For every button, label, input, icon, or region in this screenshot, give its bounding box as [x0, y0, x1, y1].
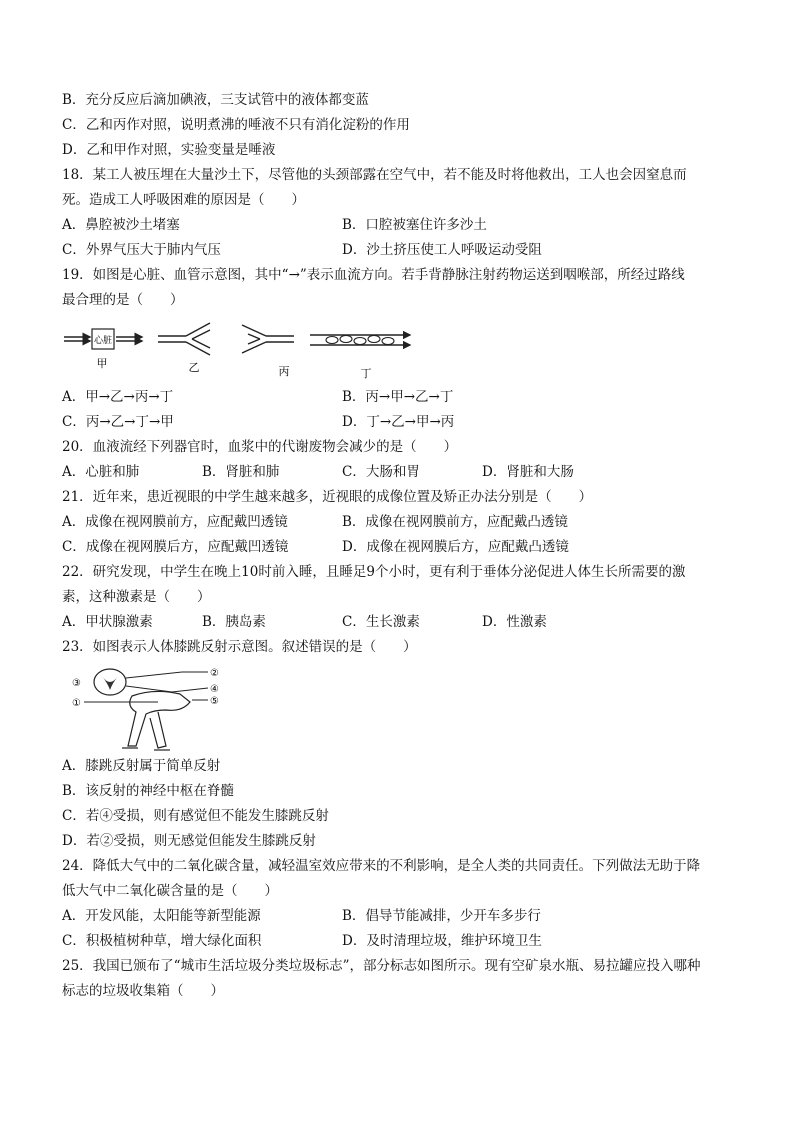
q19-option-c[interactable]: C．丙→乙→丁→甲: [62, 414, 174, 430]
q22-stem-line2: 素，这种激素是（ ）: [62, 589, 211, 605]
q18-stem-line1: 18．某工人被压埋在大量沙土下，尽管他的头颈部露在空气中，若不能及时将他救出，工人也会因窒息而: [62, 167, 687, 183]
q20-options-row: [62, 460, 734, 485]
q25-stem-line1: 25．我国已颁布了“城市生活垃圾分类垃圾标志”，部分标志如图所示。现有空矿泉水瓶、易拉罐应投入哪种: [62, 958, 701, 974]
q18-stem-line2: 死。造成工人呼吸困难的原因是（ ）: [62, 192, 305, 208]
q20-option-b[interactable]: B．肾脏和肺: [202, 464, 280, 480]
label-ding: 丁: [360, 367, 372, 380]
exam-page: [62, 88, 734, 1004]
q19-options-row2: [62, 410, 734, 435]
q19-option-a[interactable]: A．甲→乙→丙→丁: [62, 389, 174, 405]
q23-option-c[interactable]: C．若④受损，则有感觉但不能发生膝跳反射: [62, 808, 329, 824]
q21-option-b[interactable]: B．成像在视网膜前方，应配戴凸透镜: [342, 514, 568, 530]
q25-stem-line2: 标志的垃圾收集箱（ ）: [62, 983, 224, 999]
q19-stem-line2: 最合理的是（ ）: [62, 292, 184, 308]
q24-option-b[interactable]: B．倡导节能减排，少开车多步行: [342, 908, 541, 924]
knee-reflex-figure: [62, 662, 734, 754]
q18-option-a[interactable]: A．鼻腔被沙土堵塞: [62, 217, 180, 233]
leg-outline: [122, 691, 190, 750]
spinal-cord: [94, 669, 126, 695]
q20-stem: 20．血液流经下列器官时，血浆中的代谢废物会减少的是（ ）: [62, 439, 458, 455]
label-2: ②: [210, 668, 219, 679]
q22-options-row: [62, 610, 734, 635]
vessel-bing: [242, 325, 294, 378]
q23-option-a[interactable]: A．膝跳反射属于简单反射: [62, 758, 221, 774]
q19-stem-line1: 19．如图是心脏、血管示意图，其中“→”表示血流方向。若手背静脉注射药物运送到咽喉部，所经过路线: [62, 267, 685, 283]
q22-option-c[interactable]: C．生长激素: [342, 614, 420, 630]
label-3: ③: [72, 678, 81, 689]
option-b-prev: B．充分反应后滴加碘液，三支试管中的液体都变蓝: [62, 92, 369, 108]
label-jia: 甲: [96, 357, 108, 370]
q22-option-a[interactable]: A．甲状腺激素: [62, 614, 153, 630]
q18-option-b[interactable]: B．口腔被塞住许多沙土: [342, 217, 487, 233]
q24-option-c[interactable]: C．积极植树种草，增大绿化面积: [62, 933, 262, 949]
label-1: ①: [72, 698, 81, 709]
q21-options-row1: [62, 510, 734, 535]
label-5: ⑤: [210, 696, 219, 707]
q22-option-d[interactable]: D．性激素: [482, 614, 547, 630]
q20-option-d[interactable]: D．肾脏和大肠: [482, 464, 574, 480]
q21-options-row2: [62, 535, 734, 560]
q24-options-row2: [62, 929, 734, 954]
knee-reflex-diagram: [62, 662, 242, 754]
label-bing: 丙: [278, 365, 290, 378]
label-yi: 乙: [188, 361, 200, 374]
q20-option-c[interactable]: C．大肠和胃: [342, 464, 420, 480]
vessel-ding: [310, 335, 410, 380]
q19-option-b[interactable]: B．丙→甲→乙→丁: [342, 389, 454, 405]
q24-stem-line2: 低大气中二氧化碳含量的是（ ）: [62, 883, 278, 899]
q24-option-a[interactable]: A．开发风能，太阳能等新型能源: [62, 908, 261, 924]
heart-jia: [64, 329, 142, 370]
heart-vessel-figure: [62, 317, 734, 385]
option-c-prev: C．乙和丙作对照，说明煮沸的唾液不只有消化淀粉的作用: [62, 117, 410, 133]
q24-stem-line1: 24．降低大气中的二氧化碳含量，减轻温室效应带来的不利影响，是全人类的共同责任。下列做法无助于降: [62, 858, 701, 874]
q18-options-row1: [62, 213, 734, 238]
q22-option-b[interactable]: B．胰岛素: [202, 614, 266, 630]
q22-stem-line1: 22．研究发现，中学生在晚上10时前入睡，且睡足9个小时，更有利于垂体分泌促进人体生长所需要的激: [62, 564, 686, 580]
heart-vessel-diagram: [62, 317, 422, 385]
q21-option-a[interactable]: A．成像在视网膜前方，应配戴凹透镜: [62, 514, 288, 530]
q18-option-d[interactable]: D．沙土挤压使工人呼吸运动受阻: [342, 242, 542, 258]
q21-option-c[interactable]: C．成像在视网膜后方，应配戴凹透镜: [62, 539, 289, 555]
q19-option-d[interactable]: D．丁→乙→甲→丙: [342, 414, 455, 430]
q19-options-row1: [62, 385, 734, 410]
q21-stem: 21．近年来，患近视眼的中学生越来越多，近视眼的成像位置及矫正办法分别是（ ）: [62, 489, 593, 505]
vessel-yi: [158, 323, 210, 374]
heart-label: 心脏: [93, 336, 113, 346]
option-d-prev: D．乙和甲作对照，实验变量是唾液: [62, 142, 276, 158]
q18-option-c[interactable]: C．外界气压大于肺内气压: [62, 242, 221, 258]
q21-option-d[interactable]: D．成像在视网膜后方，应配戴凸透镜: [342, 539, 569, 555]
q23-option-d[interactable]: D．若②受损，则无感觉但能发生膝跳反射: [62, 833, 316, 849]
q24-option-d[interactable]: D．及时清理垃圾，维护环境卫生: [342, 933, 542, 949]
q23-stem: 23．如图表示人体膝跳反射示意图。叙述错误的是（ ）: [62, 639, 417, 655]
q23-option-b[interactable]: B．该反射的神经中枢在脊髓: [62, 783, 234, 799]
q20-option-a[interactable]: A．心脏和肺: [62, 464, 140, 480]
q18-options-row2: [62, 238, 734, 263]
q24-options-row1: [62, 904, 734, 929]
label-4: ④: [210, 684, 219, 695]
